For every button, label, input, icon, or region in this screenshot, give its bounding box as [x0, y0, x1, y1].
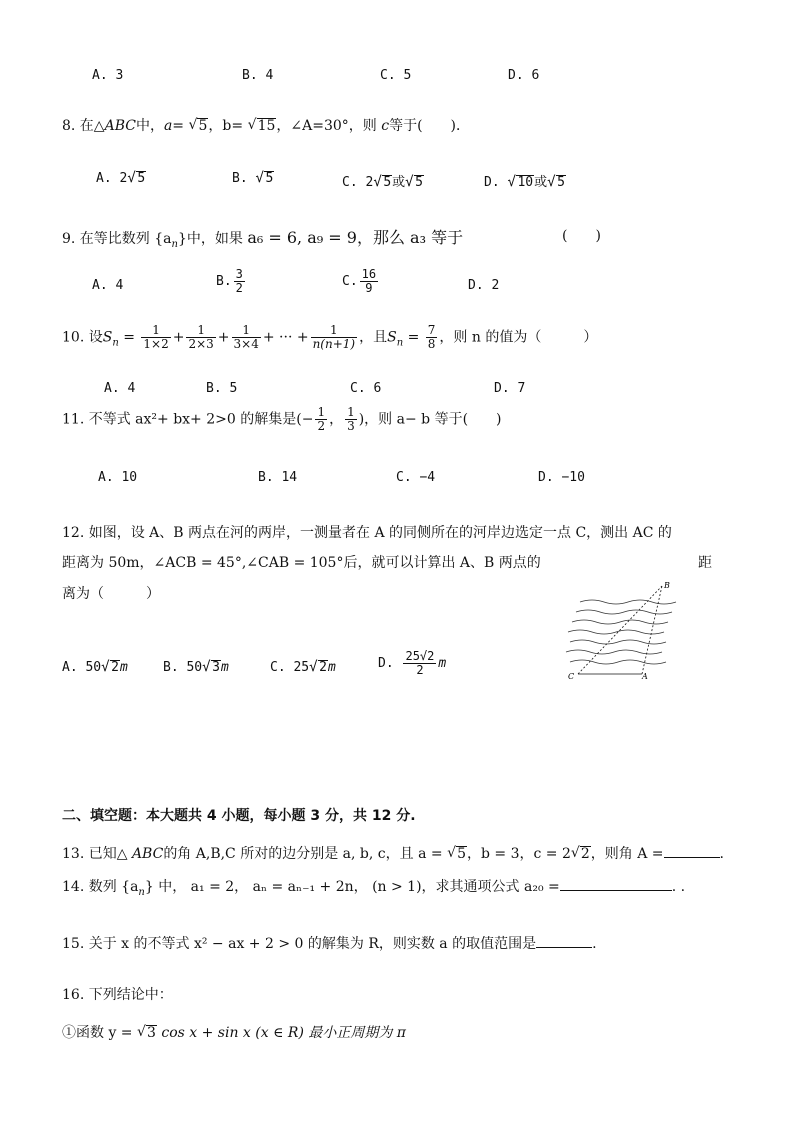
q10-option-c: C. 6 — [350, 381, 382, 396]
sqrt: √ 5 — [188, 118, 208, 134]
question-11: 11. 不等式 ax²+ bx+ 2>0 的解集是(− $\frac{1}{2}$ ， $\frac{1}{3}$ )，则 a− b 等于( ) — [62, 405, 502, 433]
q7-option-a: A. 3 — [92, 68, 124, 83]
question-13: 13. 已知△ ABC的角 A,B,C 所对的边分别是 a, b, c，且 a = √ 5，b = 3，c = 2√ 2，则角 A = . — [62, 843, 724, 863]
q7-option-b: B. 4 — [242, 68, 274, 83]
q11-option-a: A. 10 — [98, 470, 138, 485]
q12-option-d: D. $\frac{25√2}{2}$ m — [378, 649, 447, 677]
question-16-intro: 16. 下列结论中： — [62, 987, 173, 1003]
q11-option-b: B. 14 — [258, 470, 298, 485]
q15-answer-blank[interactable] — [536, 933, 592, 948]
q10-option-d: D. 7 — [494, 381, 526, 396]
q9-option-d: D. 2 — [468, 278, 500, 293]
q8-option-d: D. √ 10或√ 5 — [484, 171, 566, 190]
q9-option-a: A. 4 — [92, 278, 124, 293]
question-9: 9. 在等比数列 $\{a_n\}$中，如果 a₆ = 6, a₉ = 9，那么 a₃ 等于 — [62, 228, 464, 250]
section-2-title: 二、填空题：本大题共 4 小题，每小题 3 分，共 12 分. — [62, 808, 416, 824]
q9-answer-paren: ( ) — [562, 228, 601, 244]
q9-option-c: C. $\frac{16}{9}$ — [342, 267, 377, 295]
q10-option-a: A. 4 — [104, 381, 136, 396]
q11-option-c: C. −4 — [396, 470, 436, 485]
q8-option-a: A. 2√ 5 — [96, 171, 146, 186]
line-ab — [642, 586, 662, 674]
q7-option-c: C. 5 — [380, 68, 412, 83]
point-c-label: C — [568, 672, 575, 681]
question-10: 10. 设$S_n$ = $\frac{1}{1\times 2}$ + $\frac{1}{2\times 3}$ + $\frac{1}{3\times 4}$ + ··· + $\frac{1}{n(n+1)}$ ，且$S_n$ = $\frac{7}{8}$ ，则 n 的值为（ ） — [62, 323, 598, 351]
sqrt: √ 15 — [248, 118, 277, 134]
q12-option-a: A. 50√ 2m — [62, 660, 128, 675]
question-8: 8. 在△ABC中，a= √ 5，b= √ 15，∠A=30°，则 c等于( )． — [62, 115, 470, 135]
river-diagram — [560, 578, 690, 682]
point-b-label: B — [664, 581, 670, 590]
q11-option-d: D. −10 — [538, 470, 585, 485]
point-a-label: A — [642, 672, 648, 681]
question-12-line3: 离为（ ） — [62, 586, 160, 602]
question-14: 14. 数列 $\{a_n\}$ 中， a₁ = 2， aₙ = aₙ₋₁ + 2n， (n > 1)，求其通项公式 a₂₀ = . . — [62, 876, 685, 898]
question-12-line1: 12. 如图，设 A、B 两点在河的两岸，一测量者在 A 的同侧所在的河岸边选定一点 C，测出 AC 的 — [62, 525, 672, 541]
q14-answer-blank[interactable] — [560, 876, 672, 891]
question-12-line2: 距离为 50m，∠ACB = 45°,∠CAB = 105°后，就可以计算出 A、B 两点的 — [62, 555, 541, 571]
q8-option-c: C. 2√ 5或√ 5 — [342, 171, 424, 190]
q9-option-b: B. $\frac{3}{2}$ — [216, 267, 243, 295]
q13-answer-blank[interactable] — [664, 843, 720, 858]
question-12-line2-end: 距 — [698, 555, 712, 571]
q12-option-c: C. 25√ 2m — [270, 660, 336, 675]
question-15: 15. 关于 x 的不等式 x² − ax + 2 > 0 的解集为 R，则实数 a 的取值范围是 . — [62, 933, 597, 953]
q8-option-b: B. √ 5 — [232, 171, 274, 186]
q7-option-d: D. 6 — [508, 68, 540, 83]
question-16-item-1: ①函数 y = √ 3 cos x + sin x (x ∈ R) 最小正周期为 π — [62, 1022, 406, 1042]
q10-option-b: B. 5 — [206, 381, 238, 396]
q12-option-b: B. 50√ 3m — [163, 660, 229, 675]
